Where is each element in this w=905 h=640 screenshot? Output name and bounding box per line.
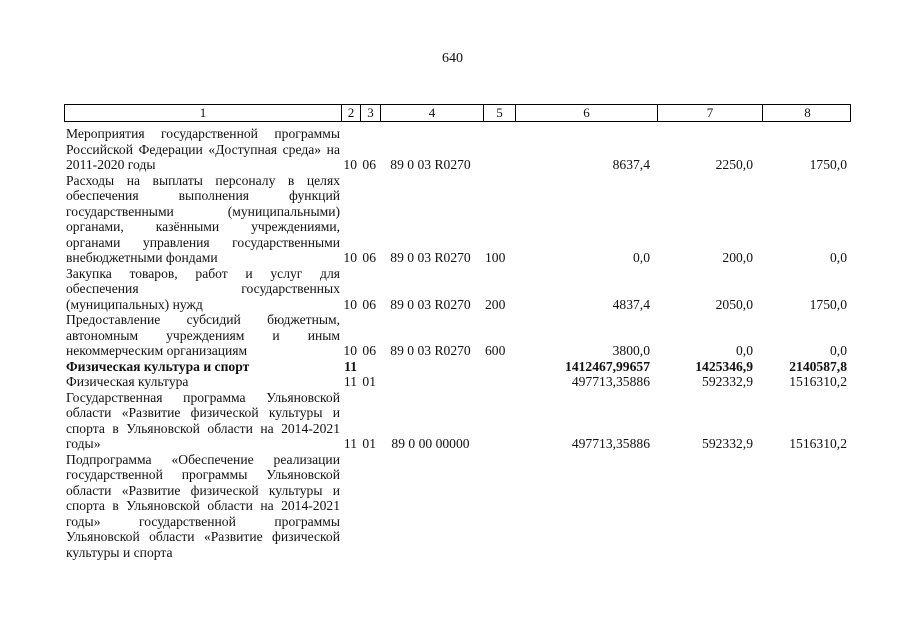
- cell-c2: 10: [343, 157, 357, 172]
- cell-desc: Физическая культура и спорт: [66, 358, 250, 374]
- table-row: [64, 126, 851, 173]
- table-row: [64, 359, 851, 375]
- cell-c6: 497713,35886: [571, 374, 650, 389]
- cell-c8: 0,0: [830, 343, 847, 358]
- cell-c7: 2250,0: [715, 157, 753, 172]
- table-row: [64, 312, 851, 359]
- table-row: [64, 390, 851, 452]
- cell-c8: 1516310,2: [789, 374, 847, 389]
- page-number: 640: [442, 51, 463, 66]
- cell-c4: 89 0 03 R0270: [390, 296, 471, 312]
- cell-c8: 1750,0: [809, 157, 847, 172]
- cell-c2: 10: [343, 343, 357, 358]
- header-col-5: 5: [483, 105, 515, 121]
- budget-table: [64, 104, 851, 560]
- cell-c8: 1750,0: [809, 296, 847, 312]
- cell-desc: Подпрограмма «Обеспечение реализации государственной программы Ульяновской области «Развитие физической культуры и спорта в Ульяновской области на 2014-2021 годы» государственной программы Ульяновской области «Развитие физической культуры и спорта: [66, 451, 340, 560]
- cell-c4: 89 0 03 R0270: [390, 157, 471, 172]
- cell-desc: Государственная программа Ульяновской области «Развитие физической культуры и спорта в Ульяновской области на 2014-2021 годы»: [66, 389, 340, 451]
- cell-c5: 100: [485, 250, 506, 265]
- cell-c2: 11: [344, 358, 357, 374]
- table-row: [64, 452, 851, 561]
- cell-c3: 01: [362, 436, 376, 451]
- cell-c5: 200: [485, 296, 506, 312]
- cell-c2: 11: [343, 374, 357, 389]
- cell-c3: 06: [362, 157, 376, 172]
- cell-desc: Расходы на выплаты персоналу в целях обеспечения выполнения функций государственными (муниципальными) органами, казёнными учреждениями, органами управления государственными внебюджетными фондами: [66, 172, 340, 265]
- table-header: [64, 104, 851, 122]
- cell-c8: 1516310,2: [789, 436, 847, 451]
- cell-c7: 592332,9: [702, 374, 753, 389]
- cell-c7: 592332,9: [702, 436, 753, 451]
- cell-c8: 2140587,8: [789, 358, 847, 374]
- cell-c5: 600: [485, 343, 506, 358]
- cell-c4: 89 0 03 R0270: [390, 343, 471, 358]
- cell-c7: 0,0: [736, 343, 753, 358]
- cell-c7: 2050,0: [715, 296, 753, 312]
- cell-c2: 10: [343, 250, 357, 265]
- cell-c7: 1425346,9: [695, 358, 753, 374]
- cell-c4: 89 0 03 R0270: [390, 250, 471, 265]
- header-col-7: 7: [657, 105, 762, 121]
- header-col-1: 1: [199, 105, 207, 120]
- cell-c3: 06: [362, 343, 376, 358]
- cell-desc: Мероприятия государственной программы Российской Федерации «Доступная среда» на 2011-2020 годы: [66, 126, 340, 172]
- table-row: [64, 173, 851, 266]
- header-col-8: 8: [762, 105, 852, 121]
- cell-c4: 89 0 00 00000: [391, 436, 470, 451]
- table-row: [64, 374, 851, 390]
- table-row: [64, 266, 851, 313]
- cell-c6: 0,0: [633, 250, 650, 265]
- header-col-3: 3: [360, 105, 380, 121]
- cell-desc: Физическая культура: [66, 374, 189, 389]
- cell-c3: 01: [362, 374, 376, 389]
- header-col-2: 2: [341, 105, 360, 121]
- cell-c6: 1412467,99657: [565, 358, 650, 374]
- cell-desc: Закупка товаров, работ и услуг для обеспечения государственных (муниципальных) нужд: [66, 265, 340, 312]
- cell-c2: 11: [343, 436, 357, 451]
- table-body: [64, 122, 851, 560]
- cell-c7: 200,0: [722, 250, 753, 265]
- cell-c6: 3800,0: [612, 343, 650, 358]
- cell-c3: 06: [362, 250, 376, 265]
- cell-desc: Предоставление субсидий бюджетным, автономным учреждениям и иным некоммерческим организациям: [66, 312, 340, 358]
- cell-c6: 4837,4: [612, 296, 650, 312]
- cell-c3: 06: [362, 296, 376, 312]
- cell-c6: 497713,35886: [571, 436, 650, 451]
- cell-c8: 0,0: [830, 250, 847, 265]
- header-col-4: 4: [380, 105, 483, 121]
- cell-c2: 10: [343, 296, 357, 312]
- header-col-6: 6: [515, 105, 657, 121]
- cell-c6: 8637,4: [612, 157, 650, 172]
